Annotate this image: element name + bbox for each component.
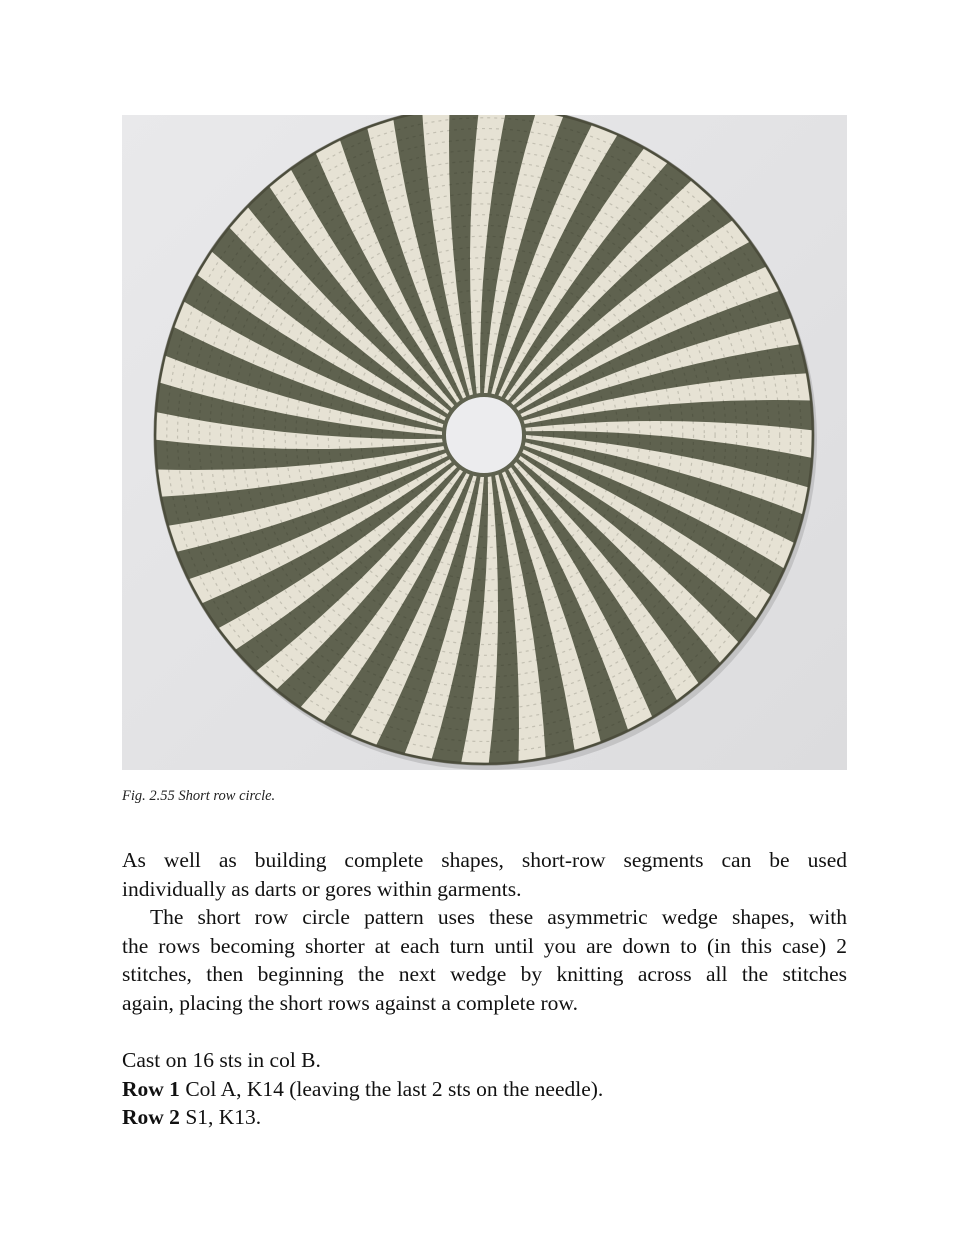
pattern-row xyxy=(122,1103,603,1132)
row-text: S1, K13. xyxy=(179,1105,262,1129)
paragraph-2-line: stitches, then beginning the next wedge by knitting across all the stitches xyxy=(122,962,847,986)
paragraph-1-line: individually as darts or gores within garments. xyxy=(122,876,522,901)
pattern-row xyxy=(122,1075,603,1104)
center-hole xyxy=(444,395,524,475)
paragraph-1-line: As well as building complete shapes, short-row segments can be used xyxy=(122,848,847,872)
row-label: Row 1 xyxy=(122,1076,180,1101)
pattern-instructions xyxy=(122,1046,603,1132)
figure-caption: Fig. 2.55 Short row circle. xyxy=(122,788,276,804)
figure-photo xyxy=(122,115,847,770)
paragraph-1 xyxy=(122,846,847,903)
paragraph-2-line: the rows becoming shorter at each turn until you are down to (in this case) 2 xyxy=(122,933,847,958)
row-label: Row 2 xyxy=(122,1105,180,1129)
cast-on-instruction: Cast on 16 sts in col B. xyxy=(122,1048,321,1072)
short-row-circle-image xyxy=(122,115,847,770)
paragraph-2-line: The short row circle pattern uses these asymmetric wedge shapes, with xyxy=(150,905,847,929)
paragraph-2 xyxy=(122,903,847,1017)
row-text: Col A, K14 (leaving the last 2 sts on the needle). xyxy=(179,1076,604,1101)
paragraph-2-line: again, placing the short rows against a complete row. xyxy=(122,990,578,1015)
